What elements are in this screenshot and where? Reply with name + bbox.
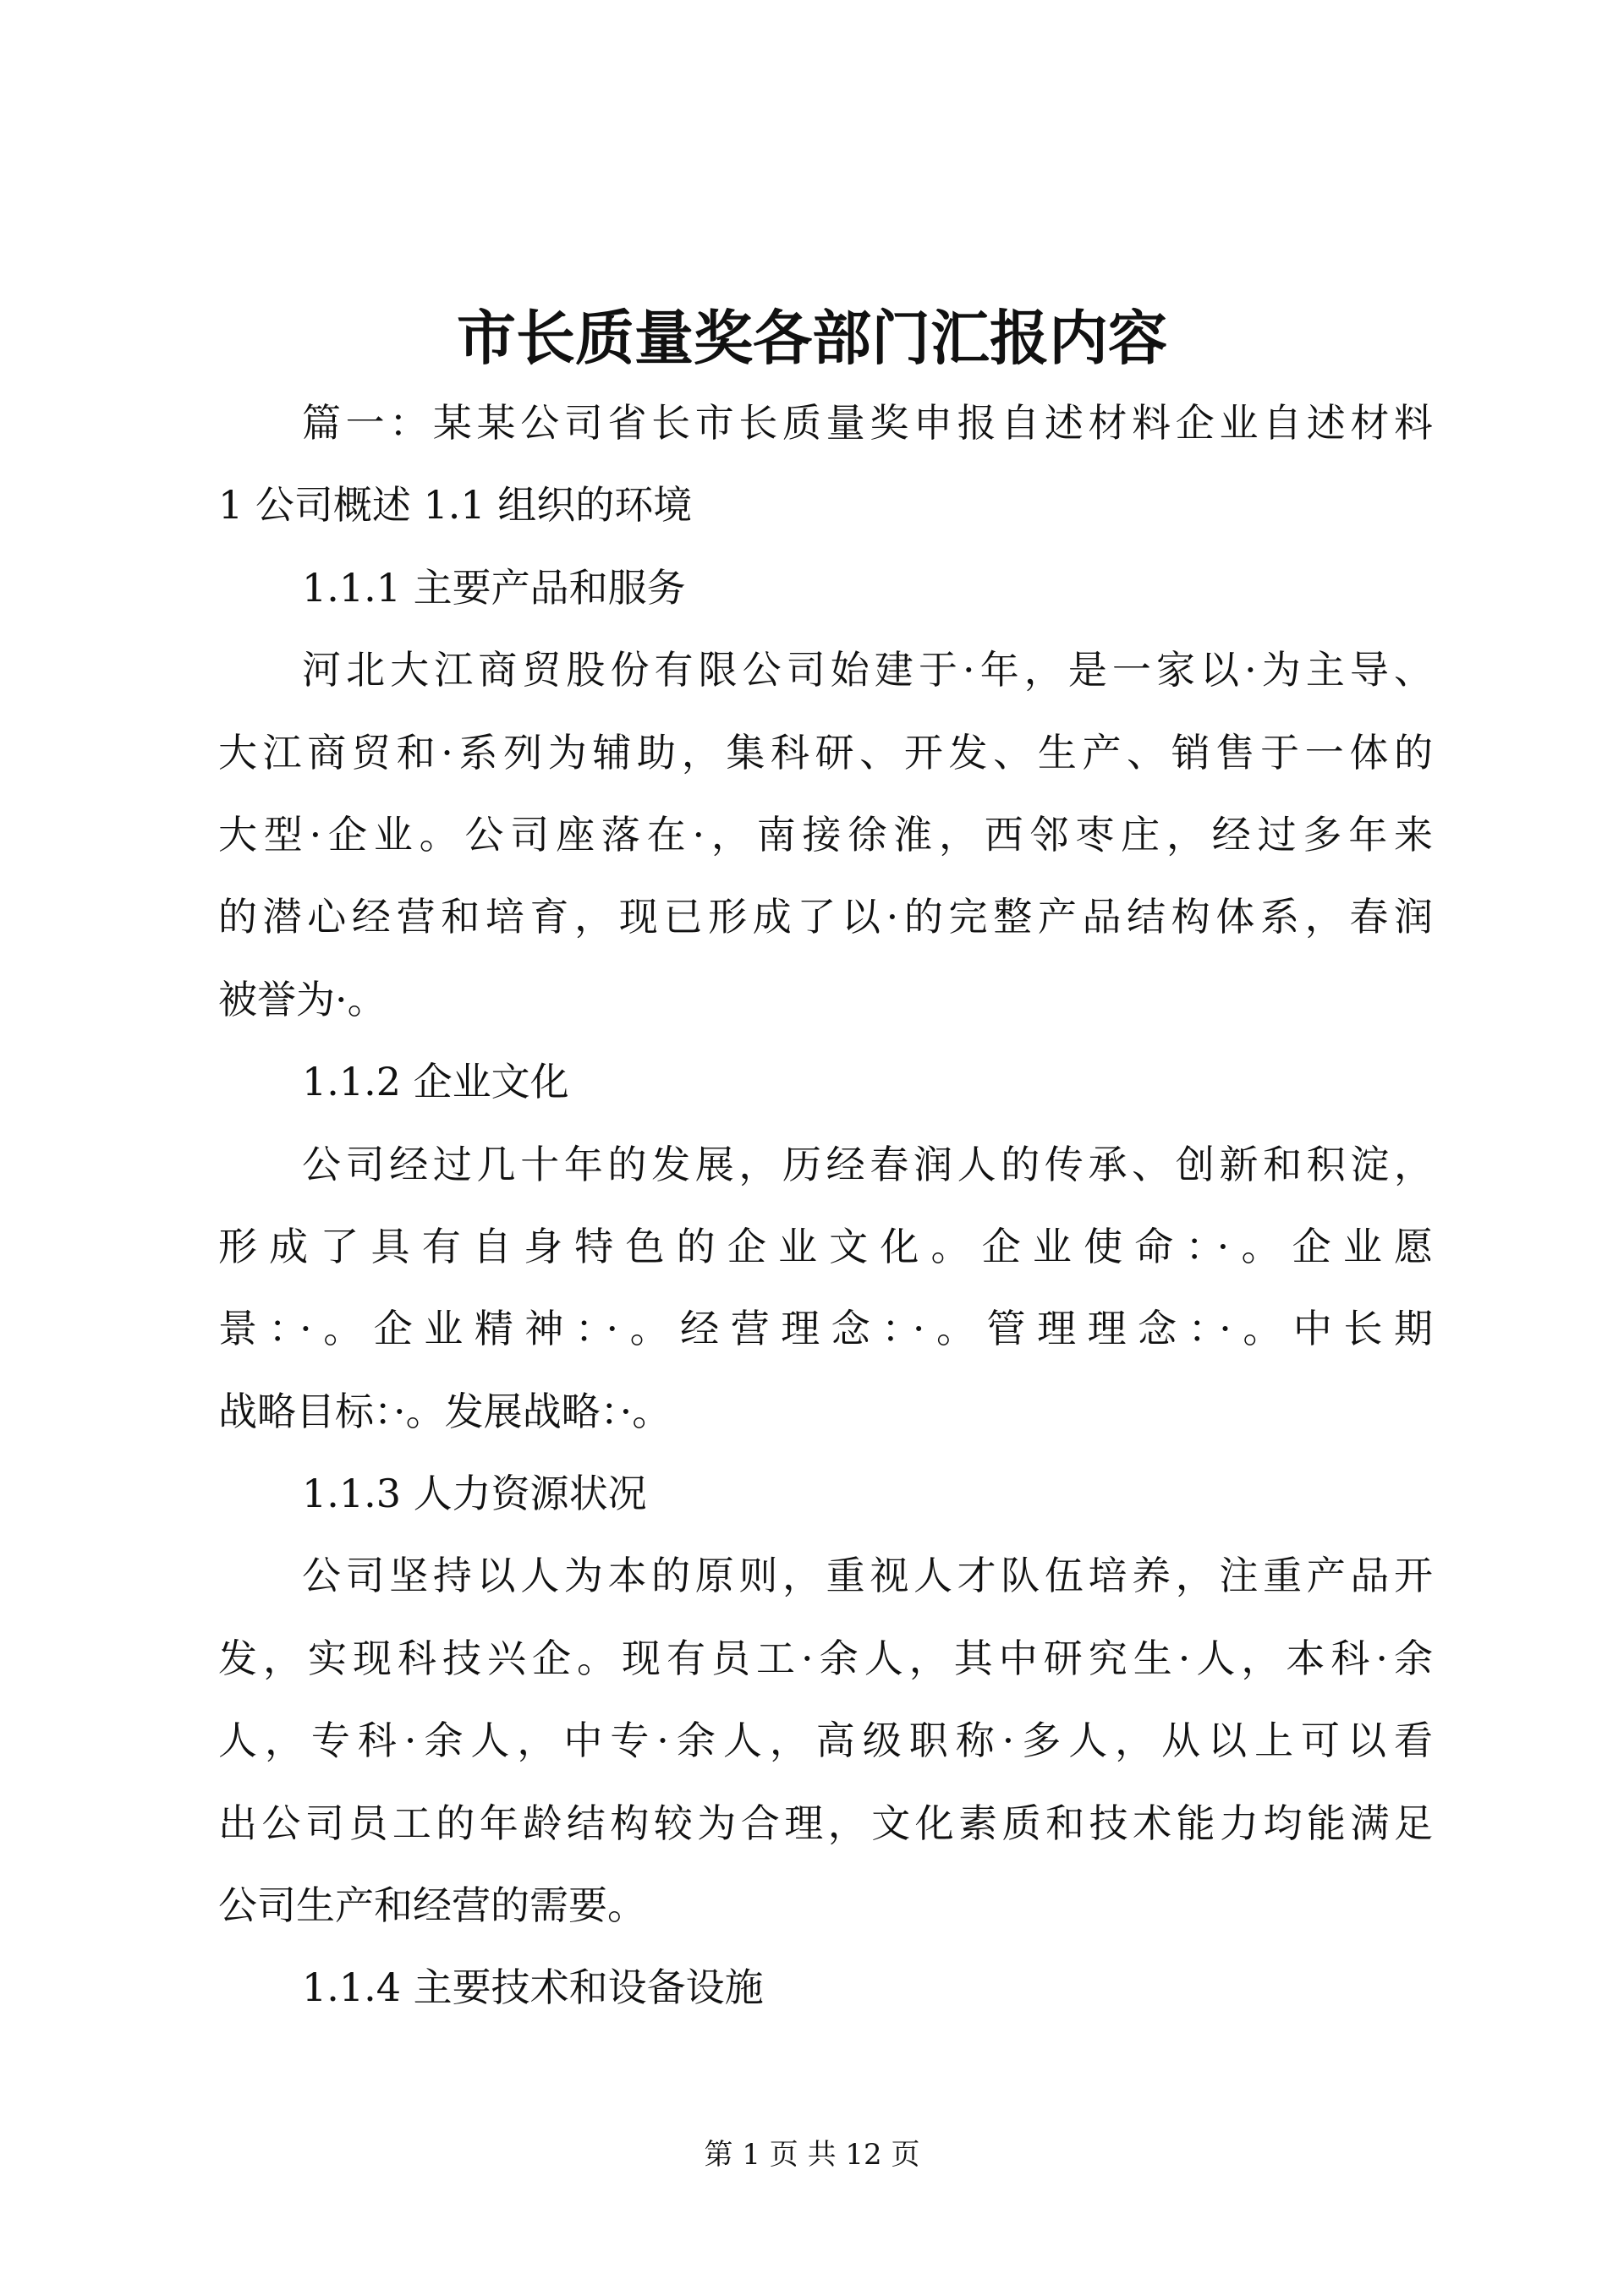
text-line: 大型·企业。公司座落在·，南接徐淮，西邻枣庄，经过多年来 [218,811,1433,858]
text-line: 公司经过几十年的发展，历经春润人的传承、创新和积淀， [302,1141,1433,1187]
page-footer: 第 1 页 共 12 页 [704,2138,920,2172]
text-line: 出公司员工的年龄结构较为合理，文化素质和技术能力均能满足 [218,1800,1433,1846]
text-line: 大江商贸和·系列为辅助，集科研、开发、生产、销售于一体的 [218,729,1433,775]
section-heading: 1.1.2 企业文化 [302,1059,569,1105]
text-line: 公司坚持以人为本的原则，重视人才队伍培养，注重产品开 [302,1553,1433,1599]
section-heading: 1.1.1 主要产品和服务 [302,564,686,611]
document-title: 市长质量奖各部门汇报内容 [457,303,1167,373]
section-heading: 1.1.4 主要技术和设备设施 [302,1964,764,2011]
text-line: 公司生产和经营的需要。 [218,1882,646,1929]
text-line: 战略目标：·。发展战略：·。 [218,1388,672,1434]
text-line: 的潜心经营和培育，现已形成了以·的完整产品结构体系，春润 [218,894,1433,940]
text-line: 河北大江商贸股份有限公司始建于·年，是一家以·为主导、 [302,647,1433,693]
text-line: 形成了具有自身特色的企业文化。企业使命：·。企业愿 [218,1223,1433,1269]
section-heading: 1.1.3 人力资源状况 [302,1471,647,1517]
text-line: 人，专科·余人，中专·余人，高级职称·多人，从以上可以看 [218,1718,1433,1764]
text-line: 景：·。企业精神：·。经营理念：·。管理理念：·。中长期 [218,1306,1433,1352]
text-line: 发，实现科技兴企。现有员工·余人，其中研究生·人，本科·余 [218,1635,1433,1681]
text-line: 被誉为·。 [218,976,387,1022]
text-line: 1 公司概述 1.1 组织的环境 [218,482,693,529]
text-line: 篇一：某某公司省长市长质量奖申报自述材料企业自述材料 [302,400,1433,446]
document-body [218,382,1433,2030]
